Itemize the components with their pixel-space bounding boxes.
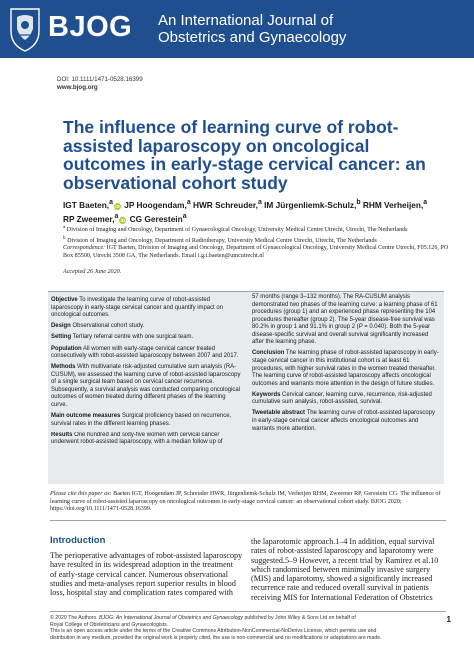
section-text: With multivariate risk-adjusted cumulative sum analysis (RA-CUSUM), we assessed the learning curve of robot-assisted laparoscopy of a single surgical team based on cervical cancer recurrence. Subsequently, a survival analysis was conducted comparing oncological outcomes of women treated during different phases of the learning curve. — [51, 364, 241, 408]
affil-sup: a — [186, 199, 191, 206]
author-name[interactable]: JP Hoogendam, — [121, 199, 187, 210]
affiliation-b: $^b$ Division of Imaging and Oncology, Department of Radiotherapy, University Medical Centre Utrecht, Utrecht, The Netherlands — [63, 234, 377, 244]
correspondence — [63, 245, 453, 260]
author-name[interactable]: IGT Baeten, — [63, 199, 110, 210]
section-label: Population — [51, 345, 82, 352]
section-label: Conclusion — [252, 350, 285, 357]
intro-column-left — [50, 551, 243, 597]
intro-column-right — [251, 537, 446, 602]
orcid-icon[interactable]: iD — [115, 203, 120, 209]
author-name[interactable]: HWR Schreuder, — [190, 199, 258, 210]
affil-sup: a — [423, 199, 428, 206]
correspondence-label: Correspondence: — [63, 245, 106, 252]
article-title: The influence of learning curve of robot-assisted laparoscopy on oncological outcomes in early-stage cervical cancer: an observational cohort study — [63, 117, 426, 193]
journal-url[interactable]: www.bjog.org — [57, 84, 98, 91]
body-text-line: of early-stage cervical cancer. Numerous observational — [50, 569, 228, 579]
abstract-conclusion — [252, 350, 440, 388]
crest-logo-icon — [8, 5, 42, 53]
abstract-column-left — [51, 297, 241, 451]
orcid-icon[interactable]: iD — [120, 217, 126, 223]
section-label: Objective — [51, 297, 78, 303]
author-name[interactable]: RP Zweemer, — [63, 213, 115, 224]
author-name[interactable]: IM Jürgenliemk-Schulz, — [261, 199, 357, 210]
footer-text: published by John Wiley & Sons Ltd on behalf of — [243, 615, 356, 621]
abstract-column-right — [252, 294, 440, 437]
body-text-line: suggested.5–9 However, a recent trial by Ramirez et al.10 — [251, 555, 439, 565]
citation-text[interactable]: Baeten IGT, Hoogendam JP, Schreuder HWR, Jürgenliemk-Schulz IM, Verheijen RHM, Zweemer RP, Gerestein CG. The influence of learning curve of robot-assisted laparoscopy on oncological outcomes in early-stage cervical cancer: an observational cohort study. BJOG 2020; https://doi.org/10.1111/1471-0528.16399. — [50, 491, 441, 513]
journal-name-line1: An International Journal of — [158, 12, 334, 29]
section-label: Methods — [51, 364, 76, 371]
body-text-line: which randomised between minimally invasive surgery — [251, 564, 430, 574]
abstract-tweetable — [252, 410, 440, 433]
citation — [50, 491, 446, 514]
citation-label: Please cite this paper as: — [50, 491, 112, 497]
section-label: Main outcome measures — [51, 413, 121, 420]
body-text-line: loss, hospital stay and complication rates compared with — [50, 588, 233, 598]
author-name[interactable]: RHM Verheijen, — [360, 199, 424, 210]
divider — [50, 611, 446, 612]
body-text-line: recurrence rate and reduced overall survival in patients — [251, 583, 429, 593]
doi: DOI: 10.1111/1471-0528.16399 — [57, 76, 143, 83]
section-heading-introduction: Introduction — [50, 535, 106, 546]
abstract-keywords — [252, 392, 440, 407]
body-text-line: have resulted in its widespread adoption in the treatment — [50, 560, 233, 570]
footer-line: This is an open access article under the terms of the Creative Commons Attribution-NonCommercial-NoDerivs License, which permits use and — [50, 628, 377, 635]
journal-name — [158, 12, 346, 46]
abstract-results-continued: 57 months (range 3–132 months). The RA-CUSUM analysis demonstrated two phases of the learning curve: a learning phase of 61 procedures (group 1) and an experienced phase representing the 104 procedures thereafter (group 2). The 5-year disease-free survival was 80.2% in group 1 and 91.1% in group 2 (P = 0.040). Both the 5-year disease-specific survival and overall survival significantly increased after the learning phase. — [252, 294, 438, 346]
journal-header — [0, 0, 474, 58]
section-label: Results — [51, 431, 73, 438]
section-text: Tertiary referral centre with one surgical team. — [71, 334, 194, 341]
section-text: All women with early-stage cervical cancer treated consecutively with robot-assisted laparoscopy between 2007 and 2017. — [51, 345, 239, 360]
journal-name-line2: Obstetrics and Gynaecology — [158, 29, 347, 46]
body-text-line: studies and meta-analyses report superior results in blood — [50, 578, 236, 588]
footer-text: © 2020 The Authors. — [50, 615, 100, 621]
section-text: Surgical proficiency based on recurrence, survival rates in the different learning phases. — [51, 413, 232, 427]
body-text-line: The perioperative advantages of robot-assisted laparoscopy — [50, 551, 243, 560]
abstract-methods — [51, 364, 241, 409]
body-text-line: (MIS) and laparotomy, showed a significantly increased — [251, 574, 433, 584]
affiliation-text: Division of Imaging and Oncology, Department of Radiotherapy, University Medical Centre Utrecht, Utrecht, The Netherlands — [67, 237, 377, 244]
section-text: To investigate the learning curve of robot-assisted laparoscopy in early-stage cervical cancer and quantify impact on oncological outcomes. — [51, 297, 223, 319]
footer-line — [50, 615, 442, 622]
correspondence-text: IGT Baeten, Division of Imaging and Oncology, Department of Gynaecological Oncology, University Medical Centre Utrecht, F05.126, PO Box 85500, Utrecht 3508 GA, The Netherlands. Email i.g.t.baeten@umcutrecht.nl — [63, 245, 449, 259]
section-label: Design — [51, 323, 71, 330]
body-text-line: receiving MIS for International Federation of Obstetrics — [251, 592, 433, 602]
affil-sup: a — [114, 212, 119, 220]
page-number: 1 — [446, 615, 451, 624]
author-list — [63, 197, 443, 225]
section-text: The learning curve of robot-assisted laparoscopy in early-stage cervical cancer affects oncological outcomes and warrants more attention. — [252, 410, 435, 432]
section-label: Setting — [51, 334, 72, 341]
affiliations — [63, 224, 453, 260]
accepted-date: Accepted 26 June 2020. — [63, 269, 122, 275]
author-name[interactable]: CG Gerestein — [127, 213, 183, 224]
affil-sup: a — [257, 199, 262, 206]
affil-sup: a — [109, 199, 113, 206]
section-text: Observational cohort study. — [70, 323, 145, 330]
abstract-setting — [51, 334, 241, 342]
affil-sup: a — [182, 212, 187, 220]
affil-sup: b — [356, 199, 361, 206]
footer-journal: BJOG: An International Journal of Obstetrics and Gynaecology — [99, 615, 243, 621]
abstract-main-outcome — [51, 413, 241, 428]
abstract-results — [51, 432, 241, 448]
article-meta — [57, 76, 143, 92]
section-text: One hundred and sixty-five women with cervical cancer underwent robot-assisted laparoscopy, with a median follow up of — [51, 431, 223, 446]
abstract-population — [51, 346, 241, 361]
section-text: The learning phase of robot-assisted laparoscopy in early-stage cervical cancer in this institutional cohort is at least 61 procedures, with higher survival rates in the women treated thereafter. The learning curve of robot-assisted laparoscopy affects oncological outcomes and warrants more attention in the design of future studies. — [252, 350, 439, 387]
body-text-line: the laparotomic approach.1–4 In addition, equal survival — [251, 537, 435, 546]
section-text: Cervical cancer, learning curve, recurrence, risk-adjusted cumulative sum analysis, robot-assisted, survival. — [252, 391, 432, 406]
abstract-objective — [51, 297, 241, 320]
affiliation-a: $^a$ Division of Imaging and Oncology, Department of Gynaecological Oncology, University Medical Centre Utrecht, Utrecht, The Netherlands — [63, 224, 408, 234]
body-text-line: rates of robot-assisted laparoscopy and laparotomy were — [251, 546, 434, 556]
section-label: Tweetable abstract — [252, 410, 306, 417]
abstract-design — [51, 323, 241, 331]
divider — [50, 520, 446, 521]
footer-line: distribution in any medium, provided the original work is properly cited, the use is non-commercial and no modifications or adaptations are made. — [50, 634, 382, 641]
journal-brand: BJOG — [48, 11, 133, 43]
section-label: Keywords — [252, 391, 281, 398]
footer-line: Royal College of Obstetricians and Gynaecologists. — [50, 621, 169, 628]
affiliation-text: Division of Imaging and Oncology, Department of Gynaecological Oncology, University Medical Centre Utrecht, Utrecht, The Netherlands — [66, 227, 408, 234]
copyright-footer — [50, 615, 442, 641]
